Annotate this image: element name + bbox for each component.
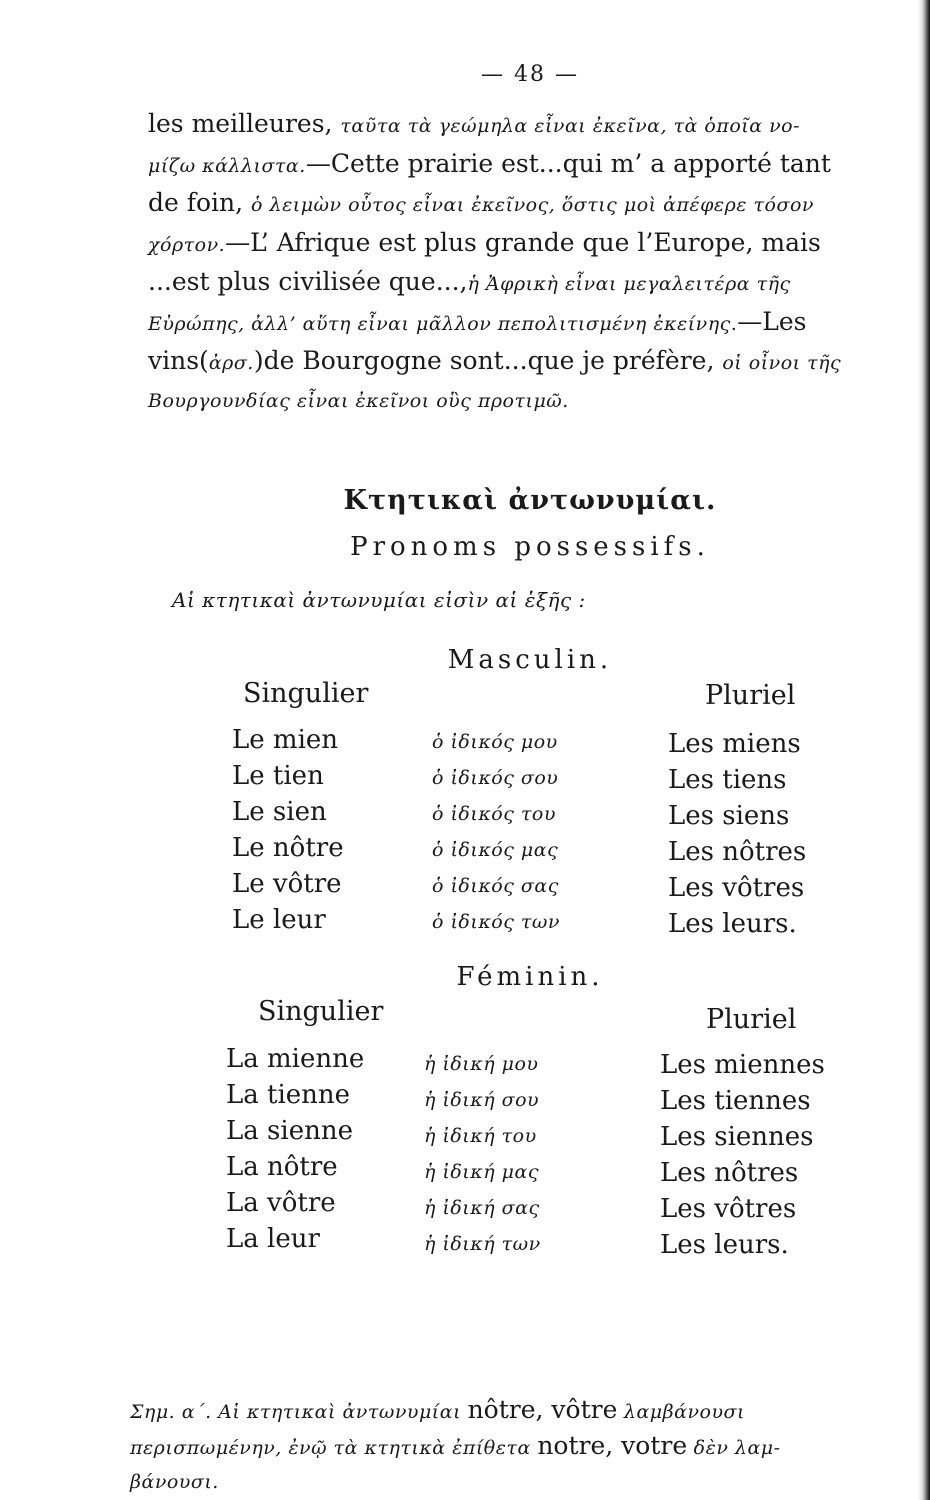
masculin-greek-form: ὁ ἰδικός σας xyxy=(432,875,559,897)
masculin-plural-form: Les vôtres xyxy=(668,873,805,903)
feminin-greek-column xyxy=(424,1046,541,1262)
note-line xyxy=(130,1464,910,1500)
paragraph-line-french-text: —Les xyxy=(737,306,807,336)
masculin-singular-form: Le mien xyxy=(232,725,339,755)
section-title-greek: Κτητικαὶ ἀντωνυμίαι. xyxy=(343,485,717,516)
paragraph-line-greek-text: μίζω κάλλιστα. xyxy=(148,154,306,177)
masculin-greek-form: ὁ ἰδικός σου xyxy=(432,767,559,789)
note-line-greek-text: δὲν λαμ- xyxy=(687,1437,781,1459)
feminin-singular-form: La leur xyxy=(226,1224,320,1254)
paragraph-line xyxy=(148,262,918,302)
feminin-singular-form: La mienne xyxy=(226,1044,365,1074)
paragraph-line-french-text: —L’ Afrique est plus grande que l’Europe, mais xyxy=(225,227,821,257)
section-title-french: Pronoms possessifs. xyxy=(350,532,710,562)
note-line-greek-text: Σημ. α΄. Αἱ κτητικαὶ ἀντωνυμίαι xyxy=(130,1401,468,1423)
masculin-singular-form: Le tien xyxy=(232,761,324,791)
paragraph-line xyxy=(148,381,918,421)
masculin-plural-form: Les leurs. xyxy=(668,909,797,939)
paragraph-line xyxy=(148,302,918,342)
feminin-greek-form: ἡ ἰδική μας xyxy=(424,1161,539,1183)
page-binding-edge xyxy=(918,0,930,1500)
paragraph-line-greek-text: ἡ Ἀφρικὴ εἶναι μεγαλειτέρα τῆς xyxy=(467,273,791,295)
feminin-singular-form: La sienne xyxy=(226,1116,353,1146)
note-line-french-text: notre, votre xyxy=(537,1431,688,1460)
masculin-singular-form: Le sien xyxy=(232,797,327,827)
feminin-singular-form: La tienne xyxy=(226,1080,351,1110)
paragraph-line-french-text: )de Bourgogne sont...que je préfère, xyxy=(253,346,723,375)
masculin-singular-form: Le leur xyxy=(232,905,326,935)
paragraph-line-greek-text: ταῦτα τὰ γεώμηλα εἶναι ἐκεῖνα, τὰ ὁποῖα νο- xyxy=(340,115,801,137)
paragraph-line xyxy=(148,144,918,184)
paragraph-line xyxy=(148,183,918,223)
masculin-singular-column xyxy=(232,722,344,938)
masculin-plural-form: Les siens xyxy=(668,801,790,831)
masculin-plural-form: Les nôtres xyxy=(668,837,807,867)
note-line xyxy=(130,1428,910,1464)
paragraph-line-greek-text: χόρτον. xyxy=(148,233,226,256)
masculin-plural-column xyxy=(668,726,806,942)
feminin-greek-form: ἡ ἰδική του xyxy=(424,1125,537,1147)
paragraph-line xyxy=(148,223,918,263)
masculin-singular-form: Le nôtre xyxy=(232,833,344,863)
page-number: — 48 — xyxy=(481,62,579,87)
feminin-plural-label: Pluriel xyxy=(706,1004,797,1035)
masculin-greek-form: ὁ ἰδικός μου xyxy=(432,731,558,753)
feminin-plural-form: Les leurs. xyxy=(660,1230,789,1260)
paragraph-line-french-text: vins( xyxy=(148,346,209,375)
paragraph-line-french-text: de foin, xyxy=(148,188,252,217)
paragraph-line-greek-text: ὁ λειμὼν οὗτος εἶναι ἐκεῖνος, ὅστις μοὶ ἀπέφερε τόσον xyxy=(251,194,814,216)
note-line-greek-text: βάνουσι. xyxy=(130,1471,219,1493)
feminin-greek-form: ἡ ἰδική σου xyxy=(424,1089,540,1111)
feminin-plural-form: Les nôtres xyxy=(660,1158,799,1188)
feminin-plural-form: Les vôtres xyxy=(660,1194,797,1224)
feminin-plural-column xyxy=(660,1047,825,1263)
masculin-greek-column xyxy=(432,724,560,940)
masculin-greek-form: ὁ ἰδικός του xyxy=(432,803,556,825)
footnote xyxy=(130,1392,910,1500)
feminin-greek-form: ἡ ἰδική των xyxy=(424,1233,541,1255)
feminin-greek-form: ἡ ἰδική σας xyxy=(424,1197,540,1219)
note-line-greek-text: περισπωμένην, ἐνῷ τὰ κτητικὰ ἐπίθετα xyxy=(130,1437,538,1459)
feminin-singular-form: La nôtre xyxy=(226,1152,338,1182)
note-line-french-text: nôtre, vôtre xyxy=(467,1395,618,1424)
paragraph-line-greek-text: ἀρσ. xyxy=(208,352,254,374)
feminin-singular-label: Singulier xyxy=(258,996,384,1027)
masculin-plural-label: Pluriel xyxy=(705,680,796,711)
note-line xyxy=(130,1392,910,1428)
feminin-heading: Féminin. xyxy=(456,962,604,992)
feminin-singular-form: La vôtre xyxy=(226,1188,336,1218)
masculin-greek-form: ὁ ἰδικός μας xyxy=(432,839,559,861)
paragraph-line-french-text: —Cette prairie est...qui m’ a apporté tant xyxy=(305,148,831,178)
feminin-plural-form: Les siennes xyxy=(660,1122,814,1152)
paragraph-line-greek-text: Βουργουνδίας εἶναι ἐκεῖνοι οὓς προτιμῶ. xyxy=(148,389,569,412)
paragraph-line xyxy=(148,341,918,381)
masculin-singular-label: Singulier xyxy=(243,678,369,709)
feminin-plural-form: Les tiennes xyxy=(660,1086,811,1116)
masculin-plural-form: Les miens xyxy=(668,729,801,759)
paragraph-line-greek-text: οἱ οἶνοι τῆς xyxy=(722,352,842,374)
masculin-heading: Masculin. xyxy=(447,645,613,675)
paragraph-line-french-text: ...est plus civilisée que..., xyxy=(148,267,468,296)
feminin-singular-column xyxy=(226,1041,364,1257)
masculin-singular-form: Le vôtre xyxy=(232,869,342,899)
intro-line: Αἱ κτητικαὶ ἀντωνυμίαι εἰσὶν αἱ ἑξῆς : xyxy=(172,588,586,612)
masculin-greek-form: ὁ ἰδικός των xyxy=(432,911,560,933)
feminin-plural-form: Les miennes xyxy=(660,1050,825,1080)
paragraph-line xyxy=(148,104,918,144)
example-paragraph xyxy=(148,104,918,420)
paragraph-line-french-text: les meilleures, xyxy=(148,109,341,138)
paragraph-line-greek-text: Εὐρώπης, ἀλλ’ αὕτη εἶναι μᾶλλον πεπολιτισμένη ἐκείνης. xyxy=(148,312,738,335)
masculin-plural-form: Les tiens xyxy=(668,765,787,795)
feminin-greek-form: ἡ ἰδική μου xyxy=(424,1053,539,1075)
note-line-greek-text: λαμβάνουσι xyxy=(617,1401,745,1423)
